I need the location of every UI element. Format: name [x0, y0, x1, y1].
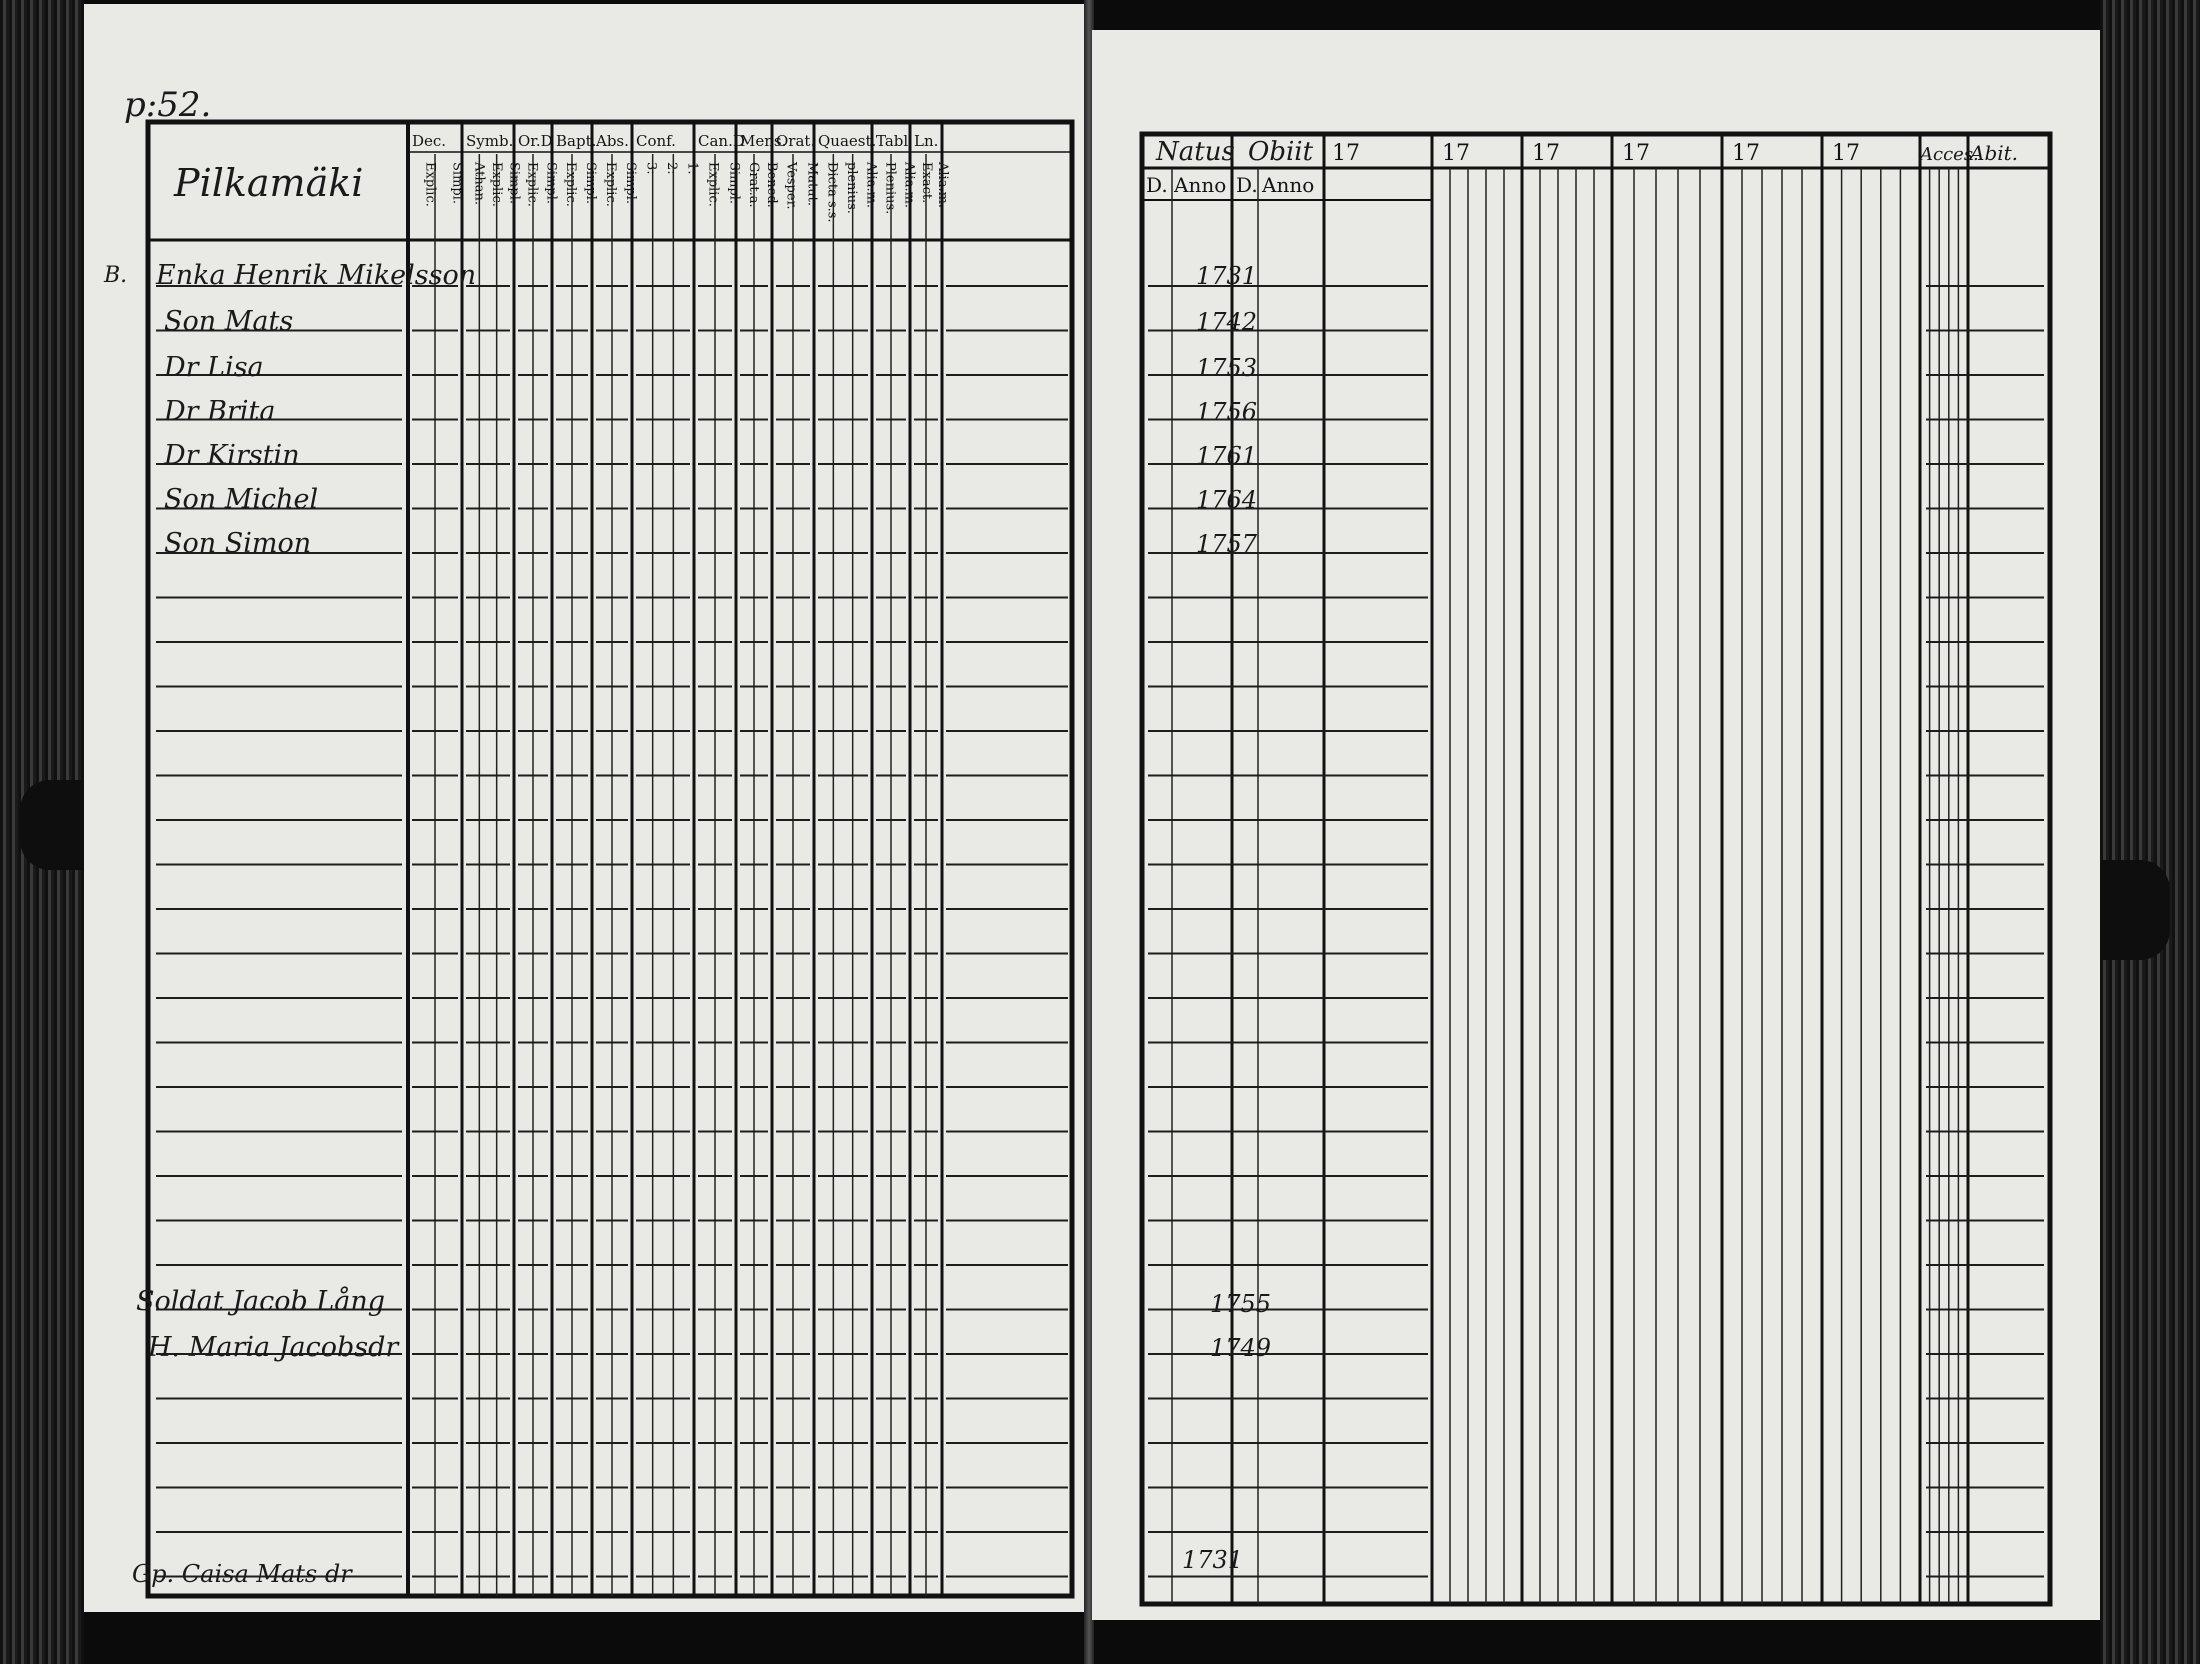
- left-page: [84, 4, 1086, 1612]
- person-name: Dr Kirstin: [164, 440, 300, 471]
- year-headers: [1332, 141, 1860, 166]
- year-header: 17: [1622, 141, 1650, 166]
- person-name: Son Simon: [164, 528, 312, 559]
- person-name: Dr Lisa: [164, 352, 264, 383]
- lodger-birth-year: 1749: [1210, 1334, 1272, 1362]
- column-header: Or.D: [518, 132, 553, 150]
- accessit-header: Acces.: [1920, 144, 1979, 165]
- column-subheader: Explic.: [489, 162, 504, 207]
- column-subheader: Exact.: [919, 162, 934, 204]
- right-page-form: [1092, 30, 2100, 1620]
- column-subheader: Simpl.: [623, 162, 638, 205]
- birth-year: 1764: [1196, 486, 1258, 514]
- column-subheader: Explic.: [603, 162, 618, 207]
- column-subheader: Explic.: [563, 162, 578, 207]
- birth-year: 1742: [1196, 308, 1258, 336]
- natus-header: Natus: [1156, 137, 1235, 167]
- column-subheader: Matut.: [804, 162, 820, 207]
- column-subheader: Grat.a.: [746, 162, 761, 208]
- column-header: Bapt.: [556, 132, 597, 150]
- column-header: Dec.: [412, 132, 447, 150]
- birth-year: 1731: [1196, 262, 1258, 290]
- lodger-name: Soldat Jacob Lång: [136, 1286, 386, 1317]
- column-subheader: Vesper.: [783, 162, 799, 210]
- person-name: Son Mats: [164, 306, 294, 337]
- year-header: 17: [1332, 141, 1360, 166]
- column-subheader: 2:: [664, 162, 679, 175]
- column-subheader: Alia.m.: [863, 162, 879, 209]
- column-header: Can.D: [698, 132, 745, 150]
- abiit-header: Abit.: [1970, 141, 2019, 165]
- obiit-year-label: Anno: [1262, 173, 1315, 197]
- column-subheader: Bened.: [764, 162, 779, 208]
- column-header: Mens.: [740, 132, 787, 150]
- column-subheader: 1:: [684, 162, 700, 175]
- year-header: 17: [1832, 141, 1860, 166]
- column-subheader: Simpl.: [583, 162, 598, 205]
- column-header: Symb.: [466, 132, 514, 150]
- column-header: Conf.: [636, 132, 676, 150]
- column-subheader: Athan.: [471, 162, 487, 206]
- left-catechism-columns: [408, 122, 1072, 1596]
- natus-year-label: Anno: [1174, 173, 1227, 197]
- column-subheader: Dicta s.s.: [824, 162, 840, 223]
- column-header: Quaest.: [818, 132, 877, 150]
- column-subheader: Simpl.: [506, 162, 522, 205]
- birth-year: 1761: [1196, 442, 1258, 470]
- year-header: 17: [1732, 141, 1760, 166]
- column-subheader: Explic.: [524, 162, 540, 207]
- lodger-name: H. Maria Jacobsdr: [148, 1332, 399, 1363]
- birth-year: 1756: [1196, 398, 1258, 426]
- right-page: [1092, 30, 2100, 1620]
- person-name: Son Michel: [164, 484, 319, 515]
- column-header: Tabl.: [876, 132, 913, 150]
- column-subheader: Simpl.: [543, 162, 559, 205]
- person-name: Dr Brita: [164, 396, 276, 427]
- column-header: Ln.: [914, 132, 939, 150]
- left-table-frame: [148, 122, 1072, 1596]
- column-subheader: Explic.: [705, 162, 721, 207]
- right-table-frame: [1142, 134, 2050, 1604]
- village-name: Pilkamäki: [174, 161, 364, 205]
- natus-day-label: D.: [1146, 173, 1168, 197]
- year-header: 17: [1532, 141, 1560, 166]
- column-header: Orat.: [776, 132, 816, 150]
- right-ruled-rows: [1148, 286, 2044, 1577]
- column-subheader: Simpl.: [449, 162, 465, 205]
- column-subheader: Alia.m.: [901, 162, 917, 209]
- left-page-form: [84, 4, 1086, 1612]
- birth-year: 1753: [1196, 354, 1258, 382]
- obiit-header: Obiit: [1248, 137, 1314, 167]
- footer-birth-year: 1731: [1182, 1546, 1244, 1574]
- right-book-edge: [2100, 0, 2200, 1664]
- column-subheader: Plenius.: [882, 162, 898, 215]
- birth-year: 1757: [1196, 530, 1258, 558]
- person-name: Enka Henrik Mikelsson: [156, 260, 477, 291]
- column-subheader: Explic.: [422, 162, 438, 207]
- household-members: [155, 260, 476, 559]
- household-mark: B.: [104, 263, 128, 288]
- column-subheader: Alia.m.: [935, 162, 950, 209]
- lodger-birth-year: 1755: [1210, 1290, 1272, 1318]
- column-subheader: plenius.: [844, 162, 859, 214]
- page-reference: p:52.: [124, 85, 212, 125]
- lodgers: [136, 1285, 400, 1363]
- right-columns: [1142, 134, 2050, 1604]
- column-subheader: Simpl.: [726, 162, 742, 205]
- year-header: 17: [1442, 141, 1470, 166]
- obiit-day-label: D.: [1236, 173, 1258, 197]
- column-subheader: 3:: [643, 162, 659, 175]
- footer-entry: Gp. Caisa Mats dr: [132, 1560, 352, 1588]
- column-header: Abs.: [596, 132, 629, 150]
